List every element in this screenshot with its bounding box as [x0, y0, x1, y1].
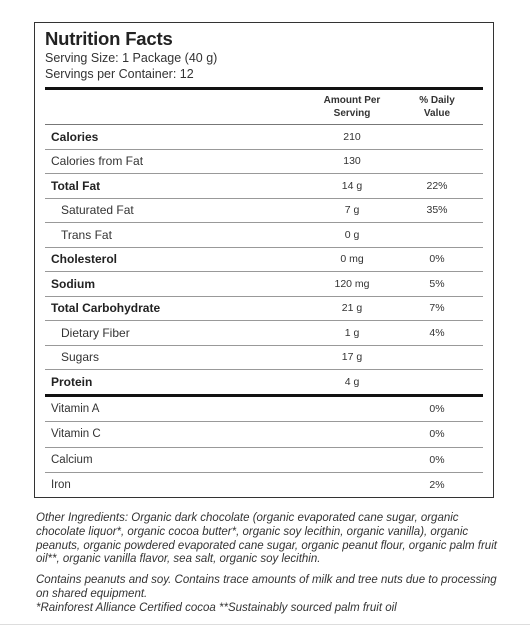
nutrient-row-sugars — [45, 346, 483, 371]
nutrient-row-cholesterol — [45, 248, 483, 273]
nutrient-row-dietary-fiber — [45, 321, 483, 346]
vitamin-row-vitamin-c — [45, 422, 483, 447]
nutrient-amount: 0 mg — [340, 253, 364, 266]
nutrient-name: Total Fat — [51, 178, 101, 193]
vitamin-name: Vitamin C — [51, 428, 101, 441]
ingredients-text: Other Ingredients: Organic dark chocolate (organic evaporated cane sugar, organic chocolate liquor*, organic cocoa butter*, organic soy lecithin, organic vanilla), organic peanuts, organic powdered evaporated cane sugar, organic peanut flour, organic palm fruit oil**, organic vanilla flavor, sea salt, organic soy lecithin. — [36, 512, 497, 566]
vitamin-list — [45, 397, 483, 497]
servings-per-container: Servings per Container: 12 — [45, 67, 194, 81]
nutrient-amount: 0 g — [344, 228, 360, 241]
header-amount-per-serving — [305, 94, 399, 120]
nutrient-dv: 35% — [426, 204, 448, 217]
nutrient-row-protein — [45, 370, 483, 397]
header-dv-line2: Value — [423, 108, 451, 119]
nutrient-amount: 130 — [343, 155, 361, 168]
nutrient-dv: 5% — [429, 277, 445, 290]
nutrient-amount: 14 g — [341, 179, 363, 192]
vitamin-dv: 0% — [429, 453, 445, 466]
nutrient-name: Saturated Fat — [61, 203, 134, 218]
vitamin-name: Vitamin A — [51, 403, 100, 416]
nutrient-name: Protein — [51, 375, 93, 389]
nutrient-amount: 17 g — [341, 351, 363, 364]
header-dv-line1: % Daily — [419, 95, 455, 106]
nutrient-row-trans-fat — [45, 223, 483, 248]
nutrient-name: Dietary Fiber — [61, 325, 130, 340]
nutrient-amount: 210 — [343, 130, 361, 143]
nutrient-name: Sodium — [51, 276, 95, 291]
vitamin-dv: 0% — [429, 428, 445, 441]
certification-text: *Rainforest Alliance Certified cocoa **Sustainably sourced palm fruit oil — [36, 601, 397, 614]
header-daily-value — [399, 94, 475, 120]
header-amount-line2: Serving — [333, 108, 371, 119]
vitamin-row-iron — [45, 473, 483, 497]
bottom-divider — [0, 624, 530, 625]
nutrient-row-sodium — [45, 272, 483, 297]
nutrient-name: Total Carbohydrate — [51, 301, 161, 316]
nutrient-row-calories-from-fat — [45, 150, 483, 175]
nutrient-name: Calories — [51, 129, 99, 144]
nutrient-name: Trans Fat — [61, 227, 112, 242]
nutrient-amount: 1 g — [344, 326, 360, 339]
nutrient-name: Cholesterol — [51, 252, 118, 267]
table-header — [45, 90, 483, 125]
vitamin-dv: 0% — [429, 403, 445, 416]
nutrient-dv: 7% — [429, 302, 445, 315]
serving-size: Serving Size: 1 Package (40 g) — [45, 51, 218, 65]
nutrient-dv: 0% — [429, 253, 445, 266]
vitamin-name: Iron — [51, 479, 71, 492]
nutrient-amount: 120 mg — [334, 277, 370, 290]
header-amount-line1: Amount Per — [323, 95, 381, 106]
vitamin-row-vitamin-a — [45, 397, 483, 422]
nutrient-amount: 4 g — [344, 376, 360, 388]
nutrient-name: Sugars — [61, 350, 100, 365]
nutrient-row-calories — [45, 125, 483, 150]
label-notes — [36, 512, 498, 623]
nutrition-facts-title: Nutrition Facts — [45, 28, 173, 49]
vitamin-dv: 2% — [429, 479, 445, 492]
vitamin-name: Calcium — [51, 453, 93, 466]
nutrient-dv: 4% — [429, 326, 445, 339]
nutrient-dv: 22% — [426, 179, 448, 192]
allergen-text: Contains peanuts and soy. Contains trace amounts of milk and tree nuts due to processing on shared equipment. — [36, 574, 497, 600]
nutrient-row-saturated-fat — [45, 199, 483, 224]
nutrition-facts-panel — [34, 22, 494, 498]
nutrient-amount: 7 g — [344, 204, 360, 217]
vitamin-row-calcium — [45, 448, 483, 473]
nutrient-amount: 21 g — [341, 302, 363, 315]
nutrient-row-total-fat — [45, 174, 483, 199]
nutrient-name: Calories from Fat — [51, 154, 144, 169]
nutrient-row-total-carbohydrate — [45, 297, 483, 322]
